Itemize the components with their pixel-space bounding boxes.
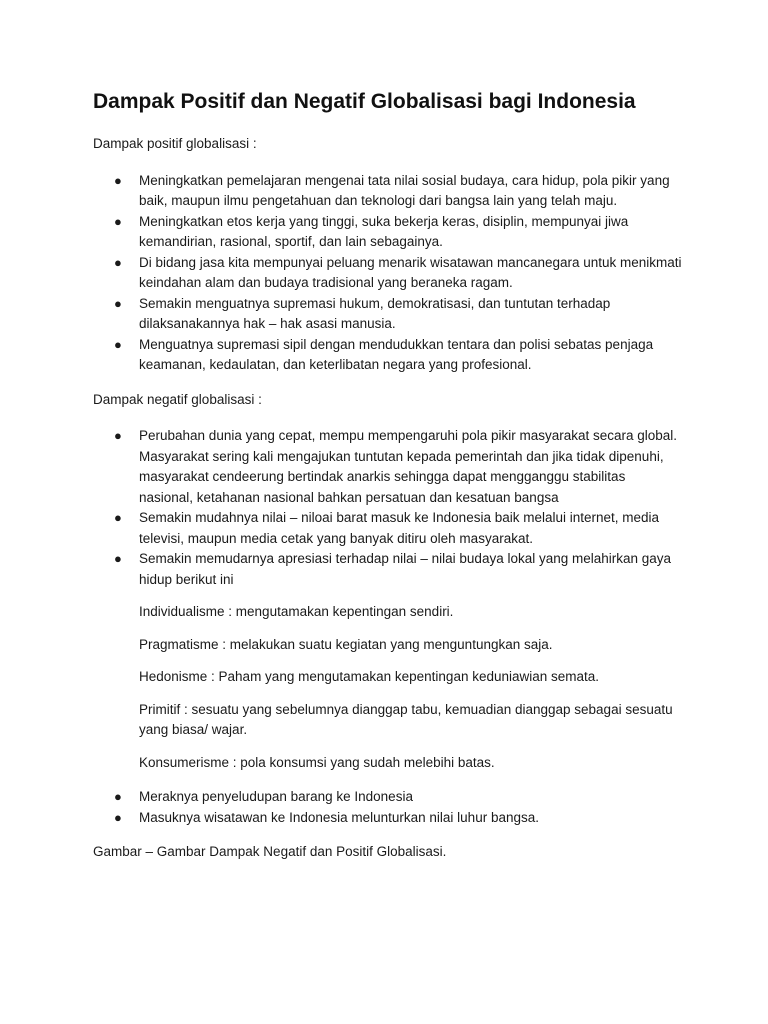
bullet-icon: ● (114, 336, 122, 352)
list-item-text: Perubahan dunia yang cepat, mempu mempengaruhi pola pikir masyarakat secara global. Masyarakat sering kali mengajukan tuntutan kepada pemerintah dan jika tidak dipenuhi, masyarakat cendeerung bertindak anarkis sehingga dapat mengganggu stabilitas nasional, ketahanan nasional bahkan persatuan dan kesatuan bangsa (139, 428, 678, 505)
bullet-icon: ● (114, 172, 122, 188)
list-item (93, 212, 683, 253)
list-item-text: Semakin menguatnya supremasi hukum, demokratisasi, dan tuntutan terhadap dilaksanakannya hak – hak asasi manusia. (139, 295, 611, 331)
list-item-text: Meningkatkan etos kerja yang tinggi, suka bekerja keras, disiplin, mempunyai jiwa kemandirian, rasional, sportif, dan lain sebagainya. (139, 213, 629, 249)
list-item (93, 253, 683, 294)
bullet-icon: ● (114, 809, 122, 825)
list-item (93, 426, 683, 508)
negative-impact-heading: Dampak negatif globalisasi : (93, 391, 262, 407)
lifestyle-item-pragmatisme: Pragmatisme : melakukan suatu kegiatan yang menguntungkan saja. (139, 636, 553, 652)
list-item-text: Meningkatkan pemelajaran mengenai tata nilai sosial budaya, cara hidup, pola pikir yang baik, maupun ilmu pengetahuan dan teknologi dari bangsa lain yang telah maju. (139, 172, 670, 208)
image-caption: Gambar – Gambar Dampak Negatif dan Positif Globalisasi. (93, 844, 447, 859)
list-item (93, 808, 683, 829)
lifestyle-item-konsumerisme: Konsumerisme : pola konsumsi yang sudah melebihi batas. (139, 754, 495, 770)
list-item (93, 171, 683, 212)
list-item-text: Menguatnya supremasi sipil dengan mendudukkan tentara dan polisi sebatas penjaga keamanan, kedaulatan, dan keterlibatan negara yang profesional. (139, 336, 654, 372)
negative-impact-list (93, 426, 683, 590)
list-item (93, 549, 683, 590)
list-item (93, 294, 683, 335)
document-content (93, 88, 683, 863)
bullet-icon: ● (114, 789, 122, 804)
list-item-text: Meraknya penyeludupan barang ke Indonesia (139, 789, 413, 804)
list-item-text: Di bidang jasa kita mempunyai peluang menarik wisatawan mancanegara untuk menikmati keindahan alam dan budaya tradisional yang beraneka ragam. (139, 254, 682, 290)
bullet-icon: ● (114, 254, 122, 270)
positive-impact-heading: Dampak positif globalisasi : (93, 136, 257, 151)
list-item (93, 787, 683, 808)
bullet-icon: ● (114, 551, 122, 566)
positive-impact-list (93, 171, 683, 376)
list-item-text: Masuknya wisatawan ke Indonesia melunturkan nilai luhur bangsa. (139, 809, 539, 825)
lifestyle-item-hedonisme: Hedonisme : Paham yang mengutamakan kepentingan keduniawian semata. (139, 669, 600, 684)
list-item (93, 508, 683, 549)
bullet-icon: ● (114, 510, 122, 525)
bullet-icon: ● (114, 213, 122, 229)
lifestyle-item-individualisme: Individualisme : mengutamakan kepentingan sendiri. (139, 604, 454, 619)
list-item-text: Semakin memudarnya apresiasi terhadap nilai – nilai budaya lokal yang melahirkan gaya hidup berikut ini (139, 551, 672, 587)
bullet-icon: ● (114, 295, 122, 311)
list-item-text: Semakin mudahnya nilai – niloai barat masuk ke Indonesia baik melalui internet, media televisi, maupun media cetak yang banyak ditiru oleh masyarakat. (139, 510, 660, 546)
negative-impact-more-list (93, 787, 683, 828)
lifestyle-item-primitif: Primitif : sesuatu yang sebelumnya dianggap tabu, kemuadian dianggap sebagai sesuatu yang biasa/ wajar. (139, 701, 673, 737)
list-item (93, 335, 683, 376)
bullet-icon: ● (114, 428, 122, 443)
document-title: Dampak Positif dan Negatif Globalisasi bagi Indonesia (93, 90, 636, 113)
lifestyle-list (139, 602, 683, 773)
